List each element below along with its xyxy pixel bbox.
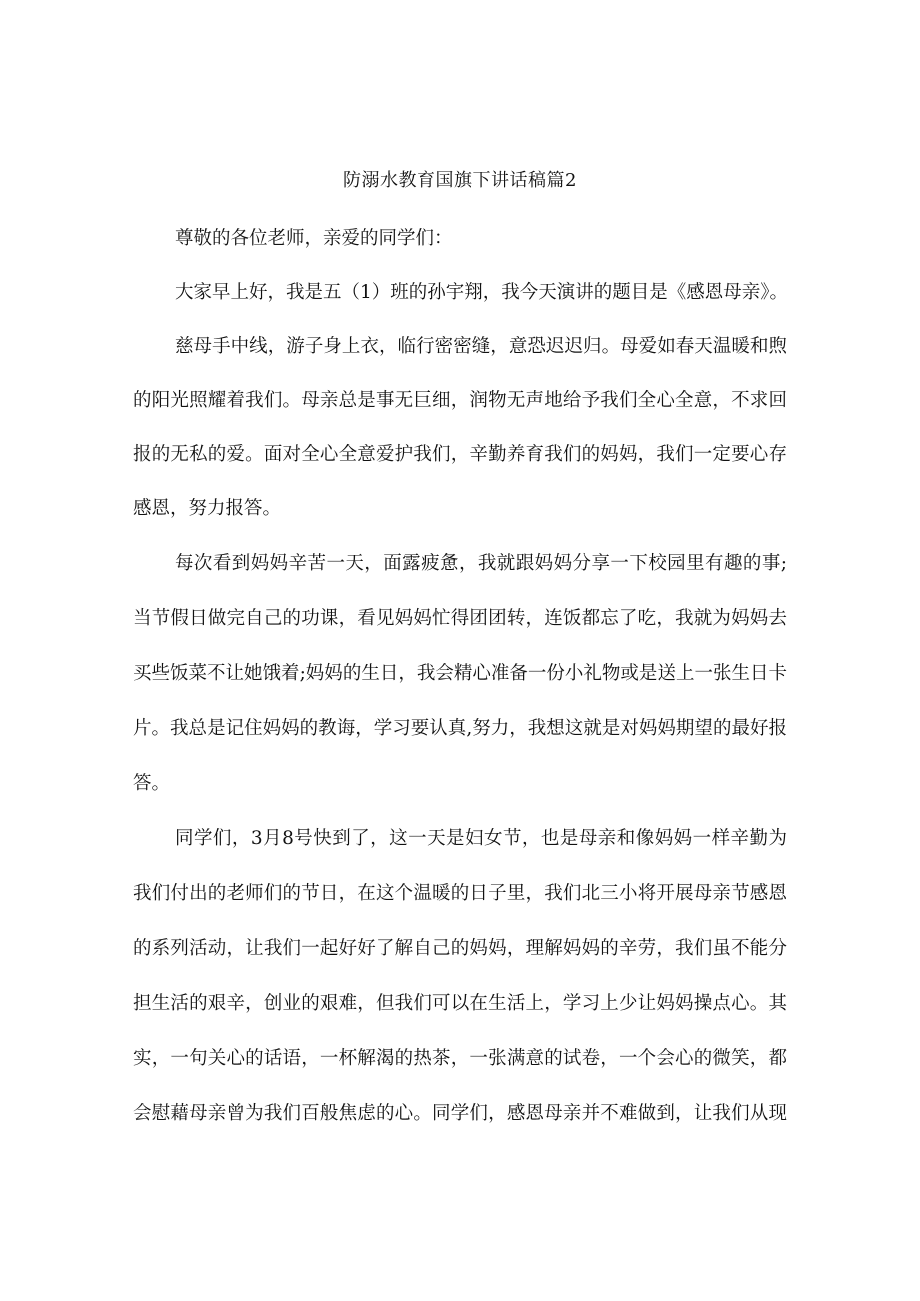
- paragraph-3-line-2: 我们付出的老师们的节日，在这个温暖的日子里，我们北三小将开展母亲节感恩: [133, 883, 787, 904]
- paragraph-2-line-1: 每次看到妈妈辛苦一天，面露疲惫，我就跟妈妈分享一下校园里有趣的事;: [175, 553, 787, 574]
- paragraph-1-line-2: 的阳光照耀着我们。母亲总是事无巨细，润物无声地给予我们全心全意，不求回: [133, 390, 787, 411]
- paragraph-3-line-6: 会慰藉母亲曾为我们百般焦虑的心。同学们，感恩母亲并不难做到，让我们从现: [133, 1103, 787, 1124]
- greeting: 大家早上好，我是五（1）班的孙宇翔，我今天演讲的题目是《感恩母亲》。: [175, 282, 789, 303]
- paragraph-1-line-1: 慈母手中线，游子身上衣，临行密密缝，意恐迟迟归。母爱如春天温暖和煦: [175, 336, 787, 357]
- paragraph-2-line-3: 买些饭菜不让她饿着;妈妈的生日，我会精心准备一份小礼物或是送上一张生日卡: [133, 663, 787, 684]
- paragraph-2-line-2: 当节假日做完自己的功课，看见妈妈忙得团团转，连饭都忘了吃，我就为妈妈去: [133, 608, 787, 629]
- document-title: 防溺水教育国旗下讲话稿篇2: [343, 170, 577, 191]
- paragraph-2-line-5: 答。: [133, 773, 171, 794]
- paragraph-3-line-1: 同学们，3月8号快到了，这一天是妇女节，也是母亲和像妈妈一样辛勤为: [175, 828, 787, 849]
- paragraph-1-line-3: 报的无私的爱。面对全心全意爱护我们，辛勤养育我们的妈妈，我们一定要心存: [133, 444, 787, 465]
- paragraph-3-line-3: 的系列活动，让我们一起好好了解自己的妈妈，理解妈妈的辛劳，我们虽不能分: [133, 938, 787, 959]
- paragraph-2-line-4: 片。我总是记住妈妈的教诲，学习要认真,努力，我想这就是对妈妈期望的最好报: [133, 718, 787, 739]
- paragraph-3-line-5: 实，一句关心的话语，一杯解渴的热茶，一张满意的试卷，一个会心的微笑，都: [133, 1048, 787, 1069]
- paragraph-3-line-4: 担生活的艰辛，创业的艰难，但我们可以在生活上，学习上少让妈妈操点心。其: [133, 993, 787, 1014]
- salutation: 尊敬的各位老师，亲爱的同学们：: [175, 228, 453, 249]
- paragraph-1-line-4: 感恩，努力报答。: [133, 498, 282, 519]
